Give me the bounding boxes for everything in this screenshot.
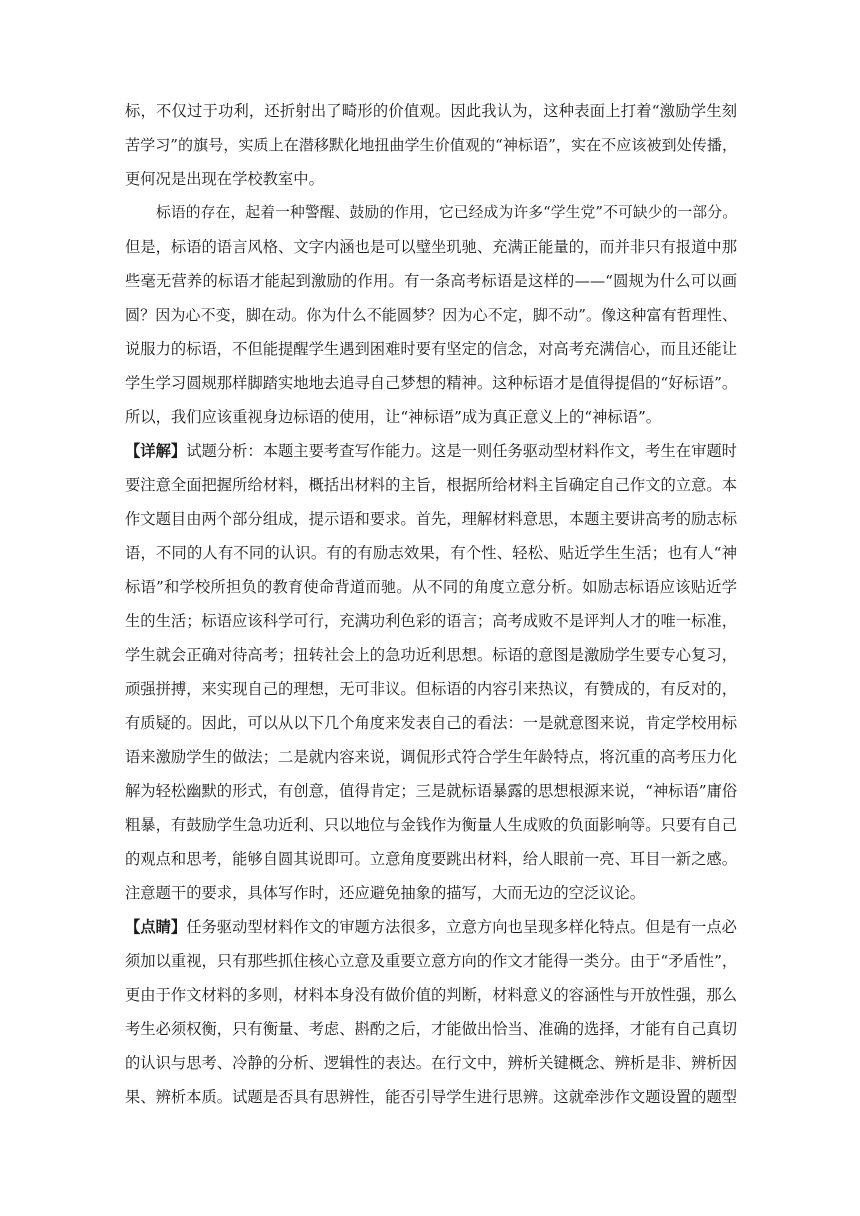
text-line: 学生就会正确对待高考；扭转社会上的急功近利思想。标语的意图是激励学生要专心复习， [125,646,737,664]
text-line: 考生必须权衡，只有衡量、考虑、斟酌之后，才能做出恰当、准确的选择，才能有自己真切 [125,1020,737,1038]
highlight-section-first-line [125,910,737,944]
text-line: 须加以重视，只有那些抓住核心立意及重要立意方向的作文才能得一类分。由于“矛盾性”， [125,952,737,970]
text-line: 所以，我们应该重视身边标语的使用，让“神标语”成为真正意义上的“神标语”。 [125,408,662,426]
text-line: 标语”和学校所担负的教育使命背道而驰。从不同的角度立意分析。如励志标语应该贴近学 [125,578,737,596]
text-line: 顽强拼搏，来实现自己的理想，无可非议。但标语的内容引来热议，有赞成的，有反对的， [125,680,737,698]
text-line: 但是，标语的语言风格、文字内涵也是可以璧坐玑驰、充满正能量的，而并非只有报道中那 [125,238,737,256]
text-line: 标，不仅过于功利，还折射出了畸形的价值观。因此我认为，这种表面上打着“激励学生刻 [125,102,737,120]
text-line: 有质疑的。因此，可以从以下几个角度来发表自己的看法：一是就意图来说，肯定学校用标 [125,714,737,732]
text-line: 粗暴，有鼓励学生急功近利、只以地位与金钱作为衡量人生成败的负面影响等。只要有自己 [125,816,737,834]
text-line: 圆？因为心不变，脚在动。你为什么不能圆梦？因为心不定，脚不动”。像这种富有哲理性、 [125,306,737,324]
detail-section-first-line [125,434,737,468]
text-line: 解为轻松幽默的形式，有创意，值得肯定；三是就标语暴露的思想根源来说，“神标语”庸俗 [125,782,737,800]
text-line: 说服力的标语，不但能提醒学生遇到困难时要有坚定的信念，对高考充满信心，而且还能让 [125,340,737,358]
text-span: 试题分析：本题主要考查写作能力。这是一则任务驱动型材料作文，考生在审题时 [186,442,737,460]
text-line: 作文题目由两个部分组成，提示语和要求。首先，理解材料意思，本题主要讲高考的励志标 [125,510,737,528]
text-line: 更何况是出现在学校教室中。 [125,170,324,188]
text-span: 任务驱动型材料作文的审题方法很多，立意方向也呈现多样化特点。但是有一点必 [186,918,737,936]
text-line: 的观点和思考，能够自圆其说即可。立意角度要跳出材料，给人眼前一亮、耳目一新之感。 [125,850,737,868]
detail-section-tag: 【详解】 [125,442,187,460]
text-line: 更由于作文材料的多则，材料本身没有做价值的判断，材料意义的容涵性与开放性强，那么 [125,986,737,1004]
text-line: 生的生活；标语应该科学可行，充满功利色彩的语言；高考成败不是评判人才的唯一标准， [125,612,737,630]
highlight-section-tag: 【点睛】 [125,918,187,936]
text-line: 学生学习圆规那样脚踏实地地去追寻自己梦想的精神。这种标语才是值得提倡的“好标语”。 [125,374,737,392]
text-line: 的认识与思考、冷静的分析、逻辑性的表达。在行文中，辨析关键概念、辨析是非、辨析因 [125,1054,737,1072]
text-line: 些毫无营养的标语才能起到激励的作用。有一条高考标语是这样的——“圆规为什么可以画 [125,272,737,290]
text-line: 注意题干的要求，具体写作时，还应避免抽象的描写，大而无边的空泛议论。 [125,884,646,902]
text-line: 语来激励学生的做法；二是就内容来说，调侃形式符合学生年龄特点，将沉重的高考压力化 [125,748,737,766]
text-line: 标语的存在，起着一种警醒、鼓励的作用，它已经成为许多“学生党”不可缺少的一部分。 [156,204,737,221]
document-body [125,94,737,1114]
text-line: 要注意全面把握所给材料，概括出材料的主旨，根据所给材料主旨确定自己作文的立意。本 [125,476,737,494]
text-line: 语，不同的人有不同的认识。有的有励志效果，有个性、轻松、贴近学生生活；也有人“神 [125,544,737,562]
text-line: 果、辨析本质。试题是否具有思辨性，能否引导学生进行思辨。这就牵涉作文题设置的题型 [125,1088,737,1106]
text-line: 苦学习”的旗号，实质上在潜移默化地扭曲学生价值观的“神标语”，实在不应该被到处传播， [125,136,737,154]
